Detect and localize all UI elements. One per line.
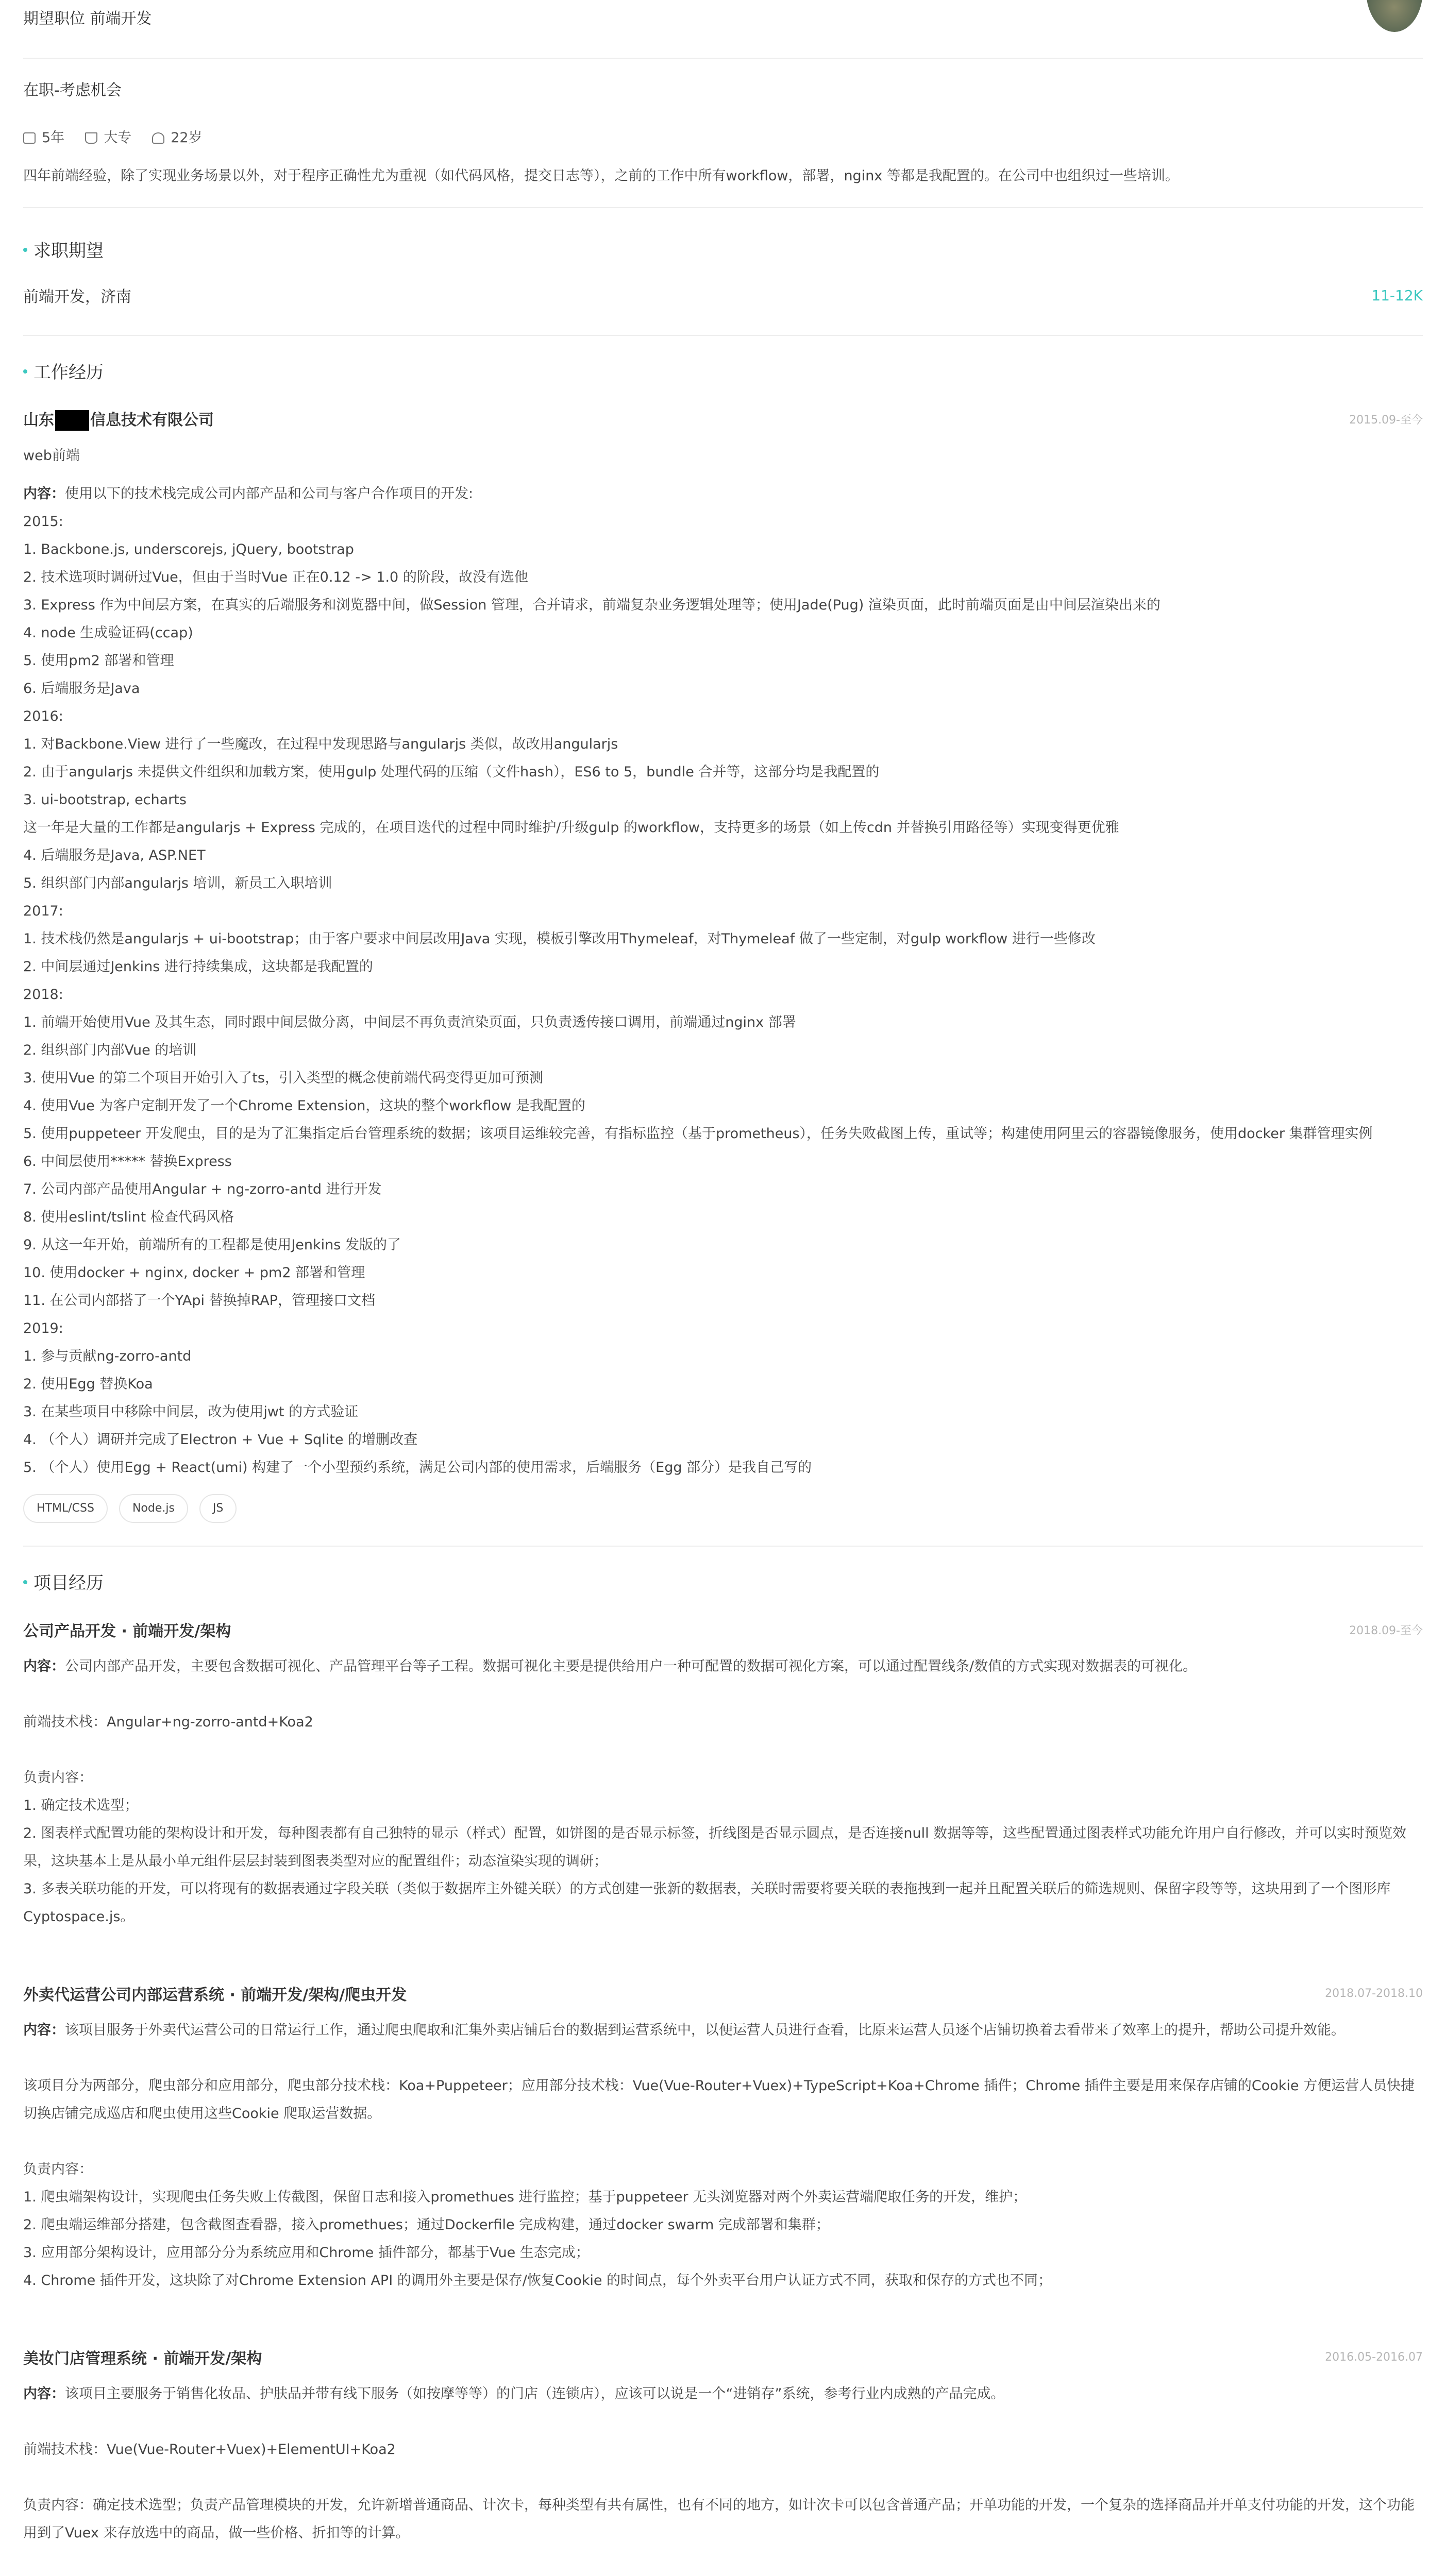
- redaction-block: [55, 410, 89, 431]
- work-line: 4. （个人）调研并完成了Electron + Vue + Sqlite 的增删改查: [23, 1432, 418, 1448]
- work-line: 2019:: [23, 1320, 63, 1336]
- project-paragraph: [23, 1792, 1423, 1820]
- project-header: [23, 1980, 1423, 2006]
- project-paragraph: [23, 2072, 1423, 2128]
- paragraph-text: 该项目主要服务于销售化妆品、护肤品并带有线下服务（如按摩等等）的门店（连锁店），应该可以说是一个“进销存”系统，参考行业内成熟的产品完成。: [65, 2386, 1005, 2402]
- work-line: 5. 组织部门内部angularjs 培训，新员工入职培训: [23, 875, 332, 891]
- divider: [23, 1546, 1423, 1547]
- age: 22岁: [171, 130, 203, 146]
- meta-row: [23, 128, 1423, 148]
- project-date: 2018.07-2018.10: [1325, 1987, 1423, 2000]
- paragraph-text: 1. 爬虫端架构设计，实现爬虫任务失败上传截图，保留日志和接入promethues 进行监控；基于puppeteer 无头浏览器对两个外卖运营端爬取任务的开发，维护；: [23, 2189, 1027, 2205]
- paragraph-text: 前端技术栈：Vue(Vue-Router+Vuex)+ElementUI+Koa2: [23, 2442, 396, 2458]
- project-header: [23, 2344, 1423, 2370]
- work-line: 8. 使用eslint/tslint 检查代码风格: [23, 1209, 234, 1225]
- company-prefix: 山东: [23, 411, 54, 429]
- project-paragraph: [23, 2436, 1423, 2464]
- work-line: 2. 技术选项时调研过Vue，但由于当时Vue 正在0.12 -> 1.0 的阶段，故没有选他: [23, 569, 528, 585]
- work-line: 11. 在公司内部搭了一个YApi 替换掉RAP，管理接口文档: [23, 1293, 376, 1309]
- header: [23, 6, 1423, 58]
- person-icon: [152, 132, 164, 144]
- work-line: 5. （个人）使用Egg + React(umi) 构建了一个小型预约系统，满足公司内部的使用需求，后端服务（Egg 部分）是我自己写的: [23, 1460, 812, 1476]
- work-content-intro: [23, 480, 1423, 508]
- paragraph-text: 负责内容：: [23, 2161, 93, 2177]
- project-paragraph: [23, 1820, 1423, 1875]
- project-name: 美妆门店管理系统 · 前端开发/架构: [23, 2350, 262, 2368]
- company-name: [23, 407, 214, 431]
- project-item[interactable]: [23, 2344, 1423, 2547]
- project-paragraph: [23, 1708, 1423, 1736]
- work-line: 3. Express 作为中间层方案，在真实的后端服务和浏览器中间，做Session 管理，合并请求，前端复杂业务逻辑处理等；使用Jade(Pug) 渲染页面，此时前端页面是由中间层渲染出来的: [23, 597, 1161, 613]
- divider: [23, 335, 1423, 336]
- paragraph-spacer: [23, 2128, 1423, 2156]
- work-line: 2018:: [23, 987, 63, 1003]
- projects-section: [23, 1570, 1423, 2576]
- section-title: 求职期望: [23, 238, 1423, 264]
- work-line: 3. 使用Vue 的第二个项目开始引入了ts，引入类型的概念使前端代码变得更加可预测: [23, 1070, 543, 1086]
- work-line: 7. 公司内部产品使用Angular + ng-zorro-antd 进行开发: [23, 1181, 382, 1197]
- project-item[interactable]: [23, 1617, 1423, 1931]
- degree: 大专: [104, 130, 132, 146]
- work-line: 1. 对Backbone.View 进行了一些魔改，在过程中发现思路与angularjs 类似，故改用angularjs: [23, 736, 618, 752]
- content-label: 内容：: [23, 2022, 65, 2038]
- paragraph-text: 3. 应用部分架构设计，应用部分分为系统应用和Chrome 插件部分，都基于Vue 生态完成；: [23, 2245, 590, 2261]
- work-line: 1. Backbone.js, underscorejs, jQuery, bootstrap: [23, 541, 354, 557]
- project-name: 外卖代运营公司内部运营系统 · 前端开发/架构/爬虫开发: [23, 1986, 407, 2004]
- summary: 四年前端经验，除了实现业务场景以外，对于程序正确性尤为重视（如代码风格，提交日志等），之前的工作中所有workflow，部署，nginx 等都是我配置的。在公司中也组织过一些培训。: [23, 168, 1179, 184]
- skill-tags: [23, 1494, 1423, 1523]
- work-line: 9. 从这一年开始，前端所有的工程都是使用Jenkins 发版的了: [23, 1237, 401, 1253]
- divider: [23, 207, 1423, 208]
- company-suffix: 信息技术有限公司: [90, 411, 214, 429]
- project-paragraph: [23, 2492, 1423, 2547]
- project-body: [23, 2016, 1423, 2295]
- desired-position: 期望职位 前端开发: [23, 10, 152, 28]
- paragraph-spacer: [23, 1681, 1423, 1708]
- work-line: 3. 在某些项目中移除中间层，改为使用jwt 的方式验证: [23, 1404, 359, 1420]
- project-paragraph: [23, 1653, 1423, 1681]
- work-line: 4. node 生成验证码(ccap): [23, 625, 193, 641]
- work-line: 2. 组织部门内部Vue 的培训: [23, 1042, 197, 1058]
- project-paragraph: [23, 2156, 1423, 2183]
- project-paragraph: [23, 1875, 1423, 1931]
- salary: 11-12K: [1371, 286, 1423, 304]
- project-paragraph: [23, 2016, 1423, 2044]
- position-city: 前端开发，济南: [23, 288, 131, 306]
- work-line: 4. 使用Vue 为客户定制开发了一个Chrome Extension，这块的整个workflow 是我配置的: [23, 1098, 585, 1114]
- skill-tag: Node.js: [119, 1494, 188, 1523]
- skill-tag: JS: [199, 1494, 237, 1523]
- paragraph-spacer: [23, 2408, 1423, 2436]
- expectation-row[interactable]: [23, 281, 1423, 309]
- projects-list: [23, 1617, 1423, 2576]
- paragraph-text: 1. 确定技术选型；: [23, 1798, 139, 1814]
- project-paragraph: [23, 2239, 1423, 2267]
- content-label: 内容：: [23, 486, 65, 502]
- project-body: [23, 2380, 1423, 2547]
- project-header: [23, 1617, 1423, 1642]
- work-line: 5. 使用pm2 部署和管理: [23, 653, 174, 669]
- briefcase-icon: [23, 132, 36, 144]
- work-lines: [23, 508, 1423, 1482]
- company-row[interactable]: [23, 406, 1423, 432]
- job-expectation-section: [23, 238, 1423, 309]
- paragraph-text: 公司内部产品开发，主要包含数据可视化、产品管理平台等子工程。数据可视化主要是提供给用户一种可配置的数据可视化方案，可以通过配置线条/数值的方式实现对数据表的可视化。: [65, 1658, 1197, 1674]
- work-line: 2015:: [23, 514, 63, 530]
- work-line: 2. 中间层通过Jenkins 进行持续集成，这块都是我配置的: [23, 959, 373, 975]
- work-line: 1. 参与贡献ng-zorro-antd: [23, 1348, 192, 1364]
- work-line: 1. 前端开始使用Vue 及其生态，同时跟中间层做分离，中间层不再负责渲染页面，只负责透传接口调用，前端通过nginx 部署: [23, 1014, 796, 1030]
- paragraph-spacer: [23, 1736, 1423, 1764]
- work-date: 2015.09-至今: [1349, 413, 1423, 427]
- project-date: 2016.05-2016.07: [1325, 2350, 1423, 2364]
- work-line: 这一年是大量的工作都是angularjs + Express 完成的，在项目迭代的过程中同时维护/升级gulp 的workflow，支持更多的场景（如上传cdn 并替换引用路径等）实现变得更优雅: [23, 820, 1119, 836]
- paragraph-text: 该项目分为两部分，爬虫部分和应用部分，爬虫部分技术栈：Koa+Puppeteer；应用部分技术栈：Vue(Vue-Router+Vuex)+TypeScript+Koa+Chrome 插件；Chrome 插件主要是用来保存店铺的Cookie 方便运营人员快捷切换店铺完成巡店和爬虫使用这些Cookie 爬取运营数据。: [23, 2078, 1415, 2122]
- work-content: [23, 480, 1423, 1482]
- skill-tag: HTML/CSS: [23, 1494, 108, 1523]
- work-line: 6. 后端服务是Java: [23, 681, 140, 697]
- project-paragraph: [23, 2267, 1423, 2295]
- content-intro: 使用以下的技术栈完成公司内部产品和公司与客户合作项目的开发:: [65, 486, 474, 502]
- work-section: [23, 360, 1423, 1523]
- project-paragraph: [23, 1764, 1423, 1792]
- paragraph-spacer: [23, 2044, 1423, 2072]
- work-line: 2. 由于angularjs 未提供文件组织和加载方案，使用gulp 处理代码的压缩（文件hash），ES6 to 5，bundle 合并等，这部分均是我配置的: [23, 764, 880, 780]
- paragraph-text: 负责内容：确定技术选型；负责产品管理模块的开发，允许新增普通商品、计次卡，每种类型有共有属性，也有不同的地方，如计次卡可以包含普通产品；开单功能的开发，一个复杂的选择商品并开单支付功能的开发，这个功能用到了Vuex 来存放选中的商品，做一些价格、折扣等的计算。: [23, 2497, 1415, 2541]
- work-line: 2017:: [23, 903, 63, 919]
- work-line: 4. 后端服务是Java, ASP.NET: [23, 848, 206, 863]
- work-line: 2016:: [23, 708, 63, 724]
- content-label: 内容：: [23, 2386, 65, 2402]
- divider: [23, 58, 1423, 59]
- experience-years: 5年: [42, 130, 65, 146]
- paragraph-text: 2. 图表样式配置功能的架构设计和开发，每种图表都有自己独特的显示（样式）配置，如饼图的是否显示标签，折线图是否显示圆点，是否连接null 数据等等，这些配置通过图表样式功能允许用户自行修改，并可以实时预览效果，这块基本上是从最小单元组件层层封装到图表类型对应的配置组件；动态渲染实现的调研；: [23, 1825, 1407, 1869]
- project-paragraph: [23, 2211, 1423, 2239]
- experience-meta: [23, 128, 64, 148]
- content-label: 内容：: [23, 1658, 65, 1674]
- paragraph-text: 前端技术栈：Angular+ng-zorro-antd+Koa2: [23, 1714, 313, 1730]
- project-date: 2018.09-至今: [1349, 1624, 1423, 1637]
- paragraph-spacer: [23, 2464, 1423, 2492]
- degree-meta: [85, 128, 131, 148]
- job-status: 在职-考虑机会: [23, 81, 122, 99]
- paragraph-text: 负责内容：: [23, 1770, 93, 1786]
- age-meta: [152, 128, 202, 148]
- section-title: 项目经历: [23, 1570, 1423, 1596]
- project-paragraph: [23, 2380, 1423, 2408]
- graduation-cap-icon: [85, 132, 97, 144]
- work-role: web前端: [23, 448, 80, 464]
- resume-page: [23, 0, 1423, 2576]
- project-item[interactable]: [23, 1980, 1423, 2295]
- work-line: 5. 使用puppeteer 开发爬虫，目的是为了汇集指定后台管理系统的数据；该项目运维较完善，有指标监控（基于prometheus），任务失败截图上传，重试等；构建使用阿里云的容器镜像服务，使用docker 集群管理实例: [23, 1126, 1373, 1142]
- work-line: 2. 使用Egg 替换Koa: [23, 1376, 153, 1392]
- work-line: 1. 技术栈仍然是angularjs + ui-bootstrap；由于客户要求中间层改用Java 实现，模板引擎改用Thymeleaf，对Thymeleaf 做了一些定制，对gulp workflow 进行一些修改: [23, 931, 1096, 947]
- section-title: 工作经历: [23, 360, 1423, 385]
- work-line: 6. 中间层使用***** 替换Express: [23, 1154, 232, 1170]
- work-line: 3. ui-bootstrap, echarts: [23, 792, 187, 808]
- paragraph-text: 4. Chrome 插件开发，这块除了对Chrome Extension API 的调用外主要是保存/恢复Cookie 的时间点，每个外卖平台用户认证方式不同，获取和保存的方式也不同；: [23, 2273, 1052, 2289]
- project-paragraph: [23, 2183, 1423, 2211]
- paragraph-text: 3. 多表关联功能的开发，可以将现有的数据表通过字段关联（类似于数据库主外键关联）的方式创建一张新的数据表，关联时需要将要关联的表拖拽到一起并且配置关联后的筛选规则、保留字段等等，这块用到了一个图形库Cyptospace.js。: [23, 1881, 1391, 1925]
- project-name: 公司产品开发 · 前端开发/架构: [23, 1622, 231, 1640]
- work-line: 10. 使用docker + nginx, docker + pm2 部署和管理: [23, 1265, 365, 1281]
- paragraph-text: 该项目服务于外卖代运营公司的日常运行工作，通过爬虫爬取和汇集外卖店铺后台的数据到运营系统中，以便运营人员进行查看，比原来运营人员逐个店铺切换着去看带来了效率上的提升，帮助公司提升效能。: [65, 2022, 1345, 2038]
- project-body: [23, 1653, 1423, 1931]
- paragraph-text: 2. 爬虫端运维部分搭建，包含截图查看器，接入promethues；通过Dockerfile 完成构建，通过docker swarm 完成部署和集群；: [23, 2217, 830, 2233]
